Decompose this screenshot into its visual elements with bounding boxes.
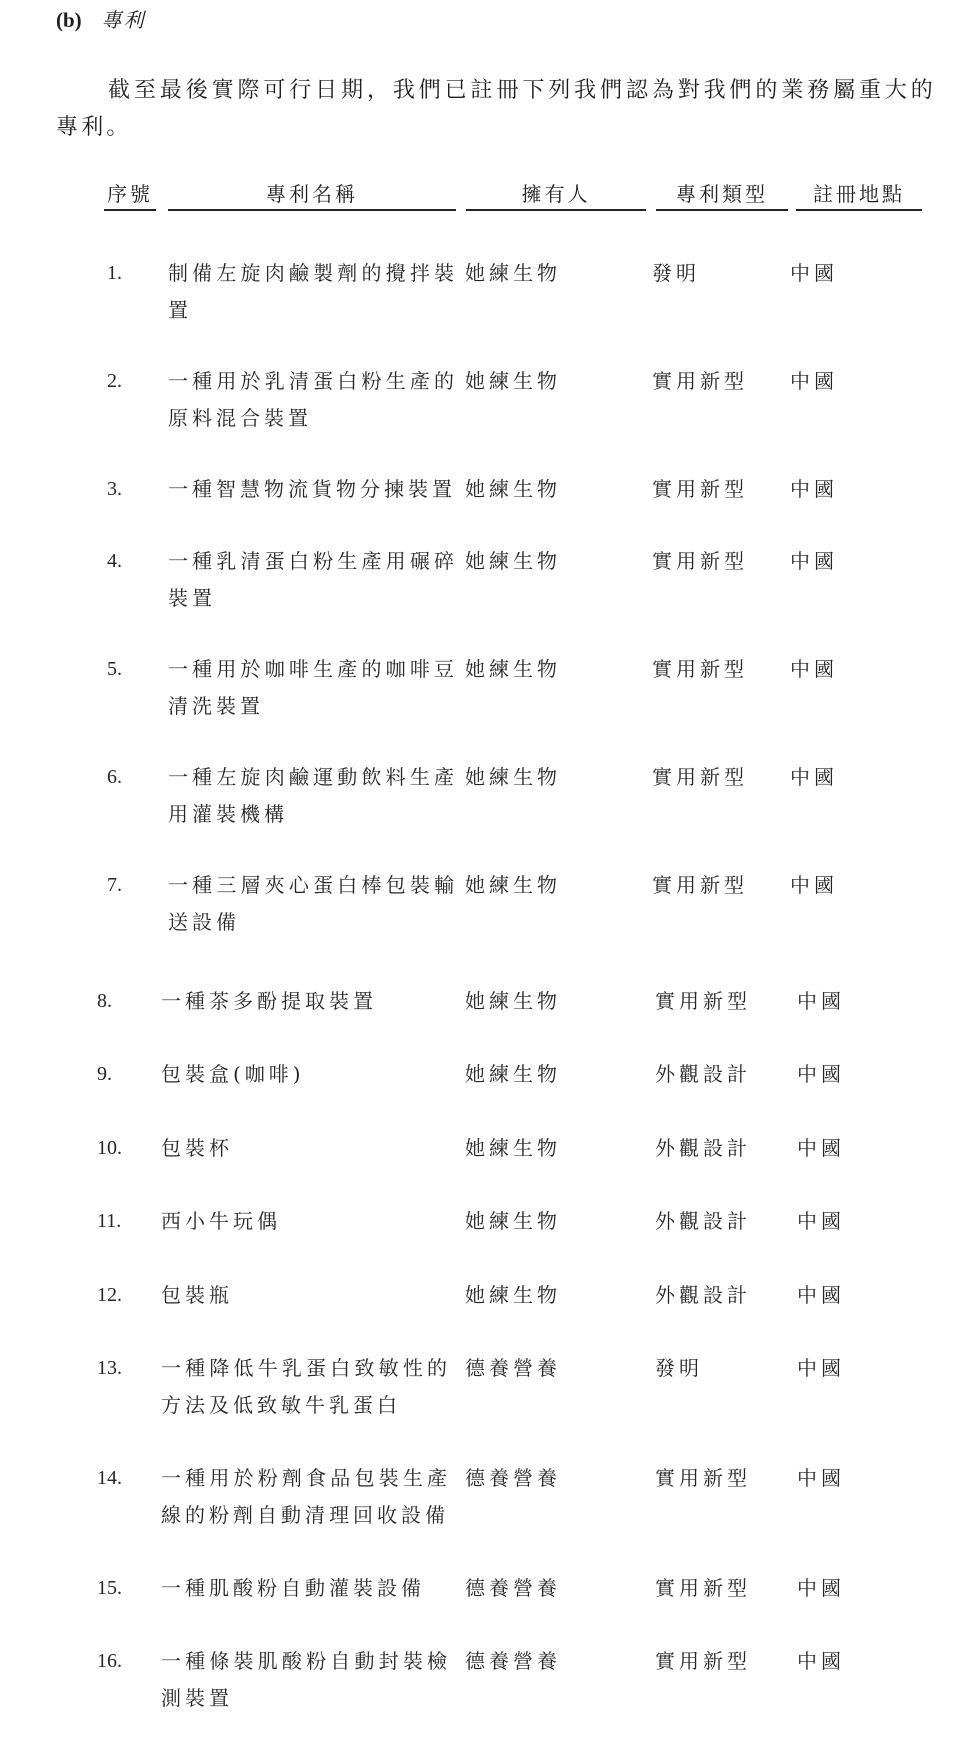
row-registration-place: 中國 [797, 1649, 845, 1673]
row-owner: 她練生物 [465, 1283, 561, 1307]
row-owner: 她練生物 [465, 657, 561, 681]
row-owner: 她練生物 [465, 873, 561, 897]
row-patent-name: 一種乳清蛋白粉生產用碾碎裝置 [168, 549, 458, 610]
row-serial-no: 2. [107, 370, 122, 392]
row-patent-type: 實用新型 [655, 989, 751, 1013]
row-patent-type: 外觀設計 [655, 1209, 751, 1233]
row-owner: 她練生物 [465, 1136, 561, 1160]
row-patent-name: 包裝盒(咖啡) [161, 1062, 305, 1086]
row-patent-type: 實用新型 [655, 1466, 751, 1490]
row-patent-name: 一種肌酸粉自動灌裝設備 [161, 1576, 425, 1600]
row-patent-type: 實用新型 [652, 765, 748, 789]
row-owner: 她練生物 [465, 549, 561, 573]
row-patent-name: 制備左旋肉鹼製劑的攪拌裝置 [168, 261, 458, 322]
row-patent-type: 外觀設計 [655, 1062, 751, 1086]
row-owner: 她練生物 [465, 1209, 561, 1233]
row-patent-name: 包裝杯 [161, 1136, 233, 1160]
row-patent-type: 實用新型 [652, 477, 748, 501]
row-patent-type: 外觀設計 [655, 1136, 751, 1160]
section-label: (b) [56, 8, 82, 32]
row-registration-place: 中國 [790, 261, 838, 285]
row-serial-no: 10. [97, 1137, 122, 1159]
row-registration-place: 中國 [797, 1283, 845, 1307]
row-serial-no: 9. [97, 1063, 112, 1085]
row-owner: 她練生物 [465, 1062, 561, 1086]
row-owner: 德養營養 [465, 1466, 561, 1490]
row-serial-no: 7. [107, 874, 122, 896]
row-serial-no: 14. [97, 1467, 122, 1489]
row-owner: 她練生物 [465, 477, 561, 501]
row-patent-name: 一種用於粉劑食品包裝生產線的粉劑自動清理回收設備 [161, 1466, 451, 1527]
row-registration-place: 中國 [790, 873, 838, 897]
row-serial-no: 16. [97, 1650, 122, 1672]
row-patent-name: 一種茶多酚提取裝置 [161, 989, 377, 1013]
row-registration-place: 中國 [790, 657, 838, 681]
row-owner: 德養營養 [465, 1356, 561, 1380]
header-registration-place: 註冊地點 [796, 181, 922, 211]
row-owner: 德養營養 [465, 1576, 561, 1600]
row-owner: 她練生物 [465, 369, 561, 393]
row-registration-place: 中國 [797, 1466, 845, 1490]
row-patent-name: 一種用於乳清蛋白粉生產的原料混合裝置 [168, 369, 458, 430]
row-registration-place: 中國 [790, 369, 838, 393]
row-patent-type: 發明 [652, 261, 700, 285]
header-patent-name: 專利名稱 [168, 181, 456, 211]
row-patent-type: 實用新型 [655, 1576, 751, 1600]
row-serial-no: 4. [107, 550, 122, 572]
row-patent-type: 外觀設計 [655, 1283, 751, 1307]
row-registration-place: 中國 [797, 1356, 845, 1380]
row-serial-no: 15. [97, 1577, 122, 1599]
header-serial-no: 序號 [104, 181, 156, 211]
row-registration-place: 中國 [790, 549, 838, 573]
row-patent-name: 一種三層夾心蛋白棒包裝輸送設備 [168, 873, 458, 934]
row-serial-no: 6. [107, 766, 122, 788]
row-patent-type: 實用新型 [655, 1649, 751, 1673]
row-registration-place: 中國 [797, 1136, 845, 1160]
row-registration-place: 中國 [797, 989, 845, 1013]
row-serial-no: 11. [97, 1210, 122, 1232]
row-serial-no: 12. [97, 1284, 122, 1306]
row-patent-type: 實用新型 [652, 549, 748, 573]
row-registration-place: 中國 [797, 1062, 845, 1086]
header-owner: 擁有人 [466, 181, 646, 211]
row-owner: 她練生物 [465, 989, 561, 1013]
row-owner: 德養營養 [465, 1649, 561, 1673]
row-registration-place: 中國 [790, 765, 838, 789]
row-registration-place: 中國 [797, 1576, 845, 1600]
row-serial-no: 1. [107, 262, 122, 284]
row-patent-type: 實用新型 [652, 873, 748, 897]
row-patent-name: 西小牛玩偶 [161, 1209, 281, 1233]
row-patent-name: 一種條裝肌酸粉自動封裝檢測裝置 [161, 1649, 451, 1710]
row-owner: 她練生物 [465, 765, 561, 789]
row-patent-name: 一種智慧物流貨物分揀裝置 [168, 477, 456, 501]
row-patent-type: 實用新型 [652, 657, 748, 681]
row-patent-type: 發明 [655, 1356, 703, 1380]
row-serial-no: 5. [107, 658, 122, 680]
row-serial-no: 3. [107, 478, 122, 500]
row-registration-place: 中國 [790, 477, 838, 501]
section-title: 專利 [101, 8, 146, 32]
row-patent-name: 一種降低牛乳蛋白致敏性的方法及低致敏牛乳蛋白 [161, 1356, 451, 1417]
row-serial-no: 13. [97, 1357, 122, 1379]
intro-paragraph: 截至最後實際可行日期，我們已註冊下列我們認為對我們的業務屬重大的專利。 [56, 78, 936, 140]
row-patent-name: 包裝瓶 [161, 1283, 233, 1307]
row-patent-name: 一種用於咖啡生產的咖啡豆清洗裝置 [168, 657, 458, 718]
row-patent-name: 一種左旋肉鹼運動飲料生產用灌裝機構 [168, 765, 458, 826]
row-registration-place: 中國 [797, 1209, 845, 1233]
header-patent-type: 專利類型 [656, 181, 788, 211]
row-serial-no: 8. [97, 990, 112, 1012]
row-patent-type: 實用新型 [652, 369, 748, 393]
row-owner: 她練生物 [465, 261, 561, 285]
